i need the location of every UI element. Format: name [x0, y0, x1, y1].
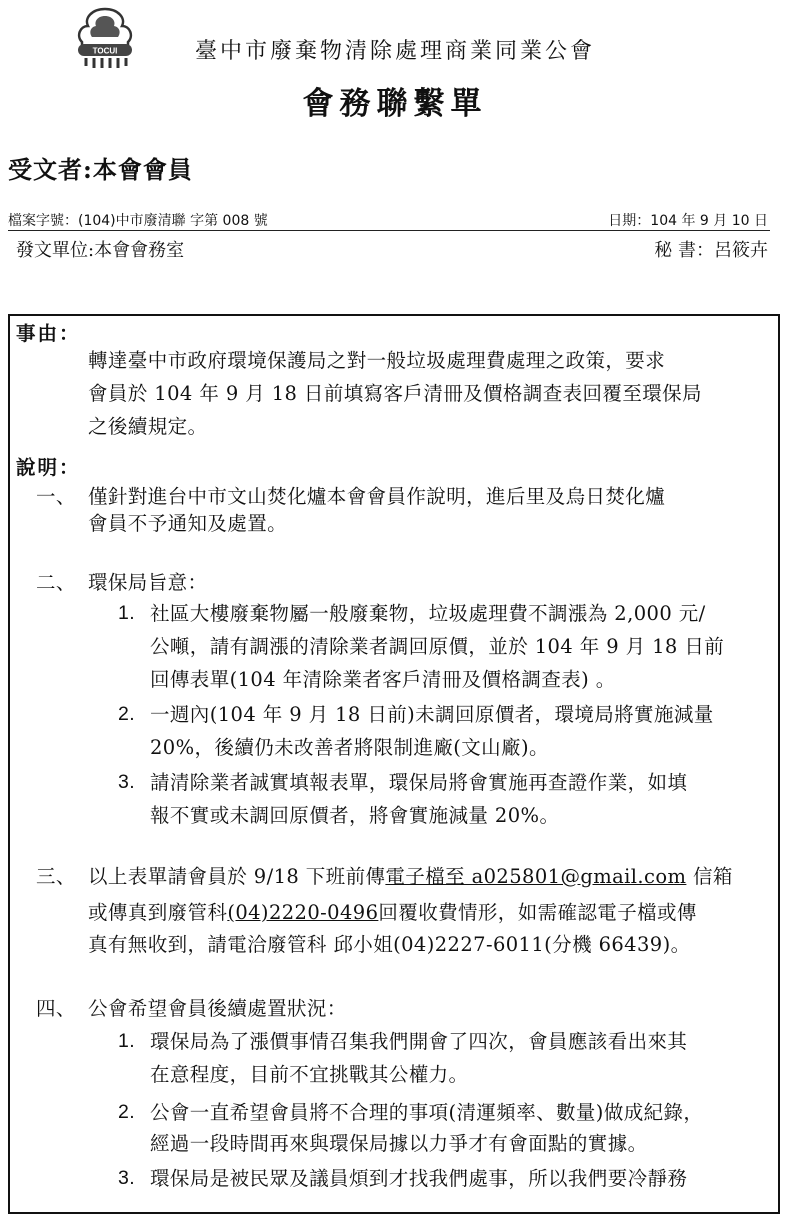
- section-3-text: 或傳真到廢管科: [88, 901, 228, 924]
- section-1-line: 僅針對進台中市文山焚化爐本會會員作說明，進后里及烏日焚化爐: [88, 485, 666, 508]
- item-marker: 3.: [118, 771, 136, 793]
- explanation-label: 說明：: [16, 456, 81, 479]
- section-2-item-line: 公噸，請有調漲的清除業者調回原價，並於 104 年 9 月 18 日前: [150, 635, 725, 658]
- item-marker: 2.: [118, 703, 136, 725]
- subject-label: 事由：: [16, 322, 81, 345]
- section-2-item-line: 社區大樓廢棄物屬一般廢棄物，垃圾處理費不調漲為 2,000 元/: [150, 602, 706, 625]
- section-4-item-line: 公會一直希望會員將不合理的事項(清運頻率、數量)做成紀錄，: [150, 1101, 704, 1124]
- section-marker: 四、: [36, 997, 76, 1020]
- section-2-item-line: 請清除業者誠實填報表單，環保局將會實施再查證作業，如填: [150, 771, 688, 794]
- section-3-line: [88, 896, 697, 929]
- section-2-title: 環保局旨意：: [88, 571, 208, 594]
- section-3-text: 信箱: [686, 865, 733, 888]
- section-marker: 二、: [36, 571, 76, 594]
- logo-text: TOCUI: [92, 46, 118, 56]
- item-marker: 1.: [118, 602, 136, 624]
- section-4-title: 公會希望會員後續處置狀況：: [88, 997, 347, 1020]
- section-3-text: 回覆收費情形，如需確認電子檔或傳: [378, 901, 697, 924]
- section-1-line: 會員不予通知及處置。: [88, 512, 288, 535]
- subject-line: 轉達臺中市政府環境保護局之對一般垃圾處理費處理之政策，要求: [88, 349, 666, 372]
- document-title: 會務聯繫單: [302, 86, 488, 122]
- item-marker: 1.: [118, 1030, 136, 1052]
- section-2-item-line: 20%，後續仍未改善者將限制進廠(文山廠)。: [150, 736, 549, 759]
- section-3-line: 真有無收到，請電洽廢管科 邱小姐(04)2227-6011(分機 66439)。: [88, 933, 691, 956]
- section-marker: 三、: [36, 865, 76, 888]
- section-4-item-line: 在意程度，目前不宜挑戰其公權力。: [150, 1063, 469, 1086]
- subject-line: 會員於 104 年 9 月 18 日前填寫客戶清冊及價格調查表回覆至環保局: [88, 382, 702, 405]
- section-3-text: 以上表單請會員於 9/18 下班前傳: [88, 865, 386, 888]
- file-info-row: [8, 210, 770, 231]
- issue-date: 日期：104 年 9 月 10 日: [608, 213, 768, 229]
- section-2-item-line: 回傳表單(104 年清除業者客戶清冊及價格調查表) 。: [150, 668, 616, 691]
- section-2-item-line: 一週內(104 年 9 月 18 日前)未調回原價者，環境局將實施減量: [150, 703, 714, 726]
- item-marker: 3.: [118, 1167, 136, 1189]
- section-3-line: [88, 860, 733, 893]
- recipient: 受文者:本會會員: [8, 155, 193, 184]
- file-number: 檔案字號：(104)中市廢清聯 字第 008 號: [8, 213, 268, 229]
- item-marker: 2.: [118, 1101, 136, 1123]
- section-2-item-line: 報不實或未調回原價者，將會實施減量 20%。: [150, 804, 560, 827]
- issuing-unit: 發文單位:本會會務室: [16, 240, 185, 261]
- issuer-row: [16, 236, 770, 262]
- subject-line: 之後續規定。: [88, 415, 208, 438]
- section-4-item-line: 環保局是被民眾及議員煩到才找我們處事，所以我們要冷靜務: [150, 1167, 688, 1190]
- email-link[interactable]: 電子檔至 a025801@gmail.com: [385, 865, 687, 888]
- fax-number[interactable]: (04)2220-0496: [227, 901, 379, 924]
- secretary: 秘 書：呂筱卉: [654, 240, 768, 261]
- section-4-item-line: 環保局為了漲價事情召集我們開會了四次，會員應該看出來其: [150, 1030, 688, 1053]
- section-4-item-line: 經過一段時間再來與環保局據以力爭才有會面點的實據。: [150, 1132, 648, 1155]
- organization-name: 臺中市廢棄物清除處理商業同業公會: [194, 39, 595, 64]
- section-marker: 一、: [36, 485, 76, 508]
